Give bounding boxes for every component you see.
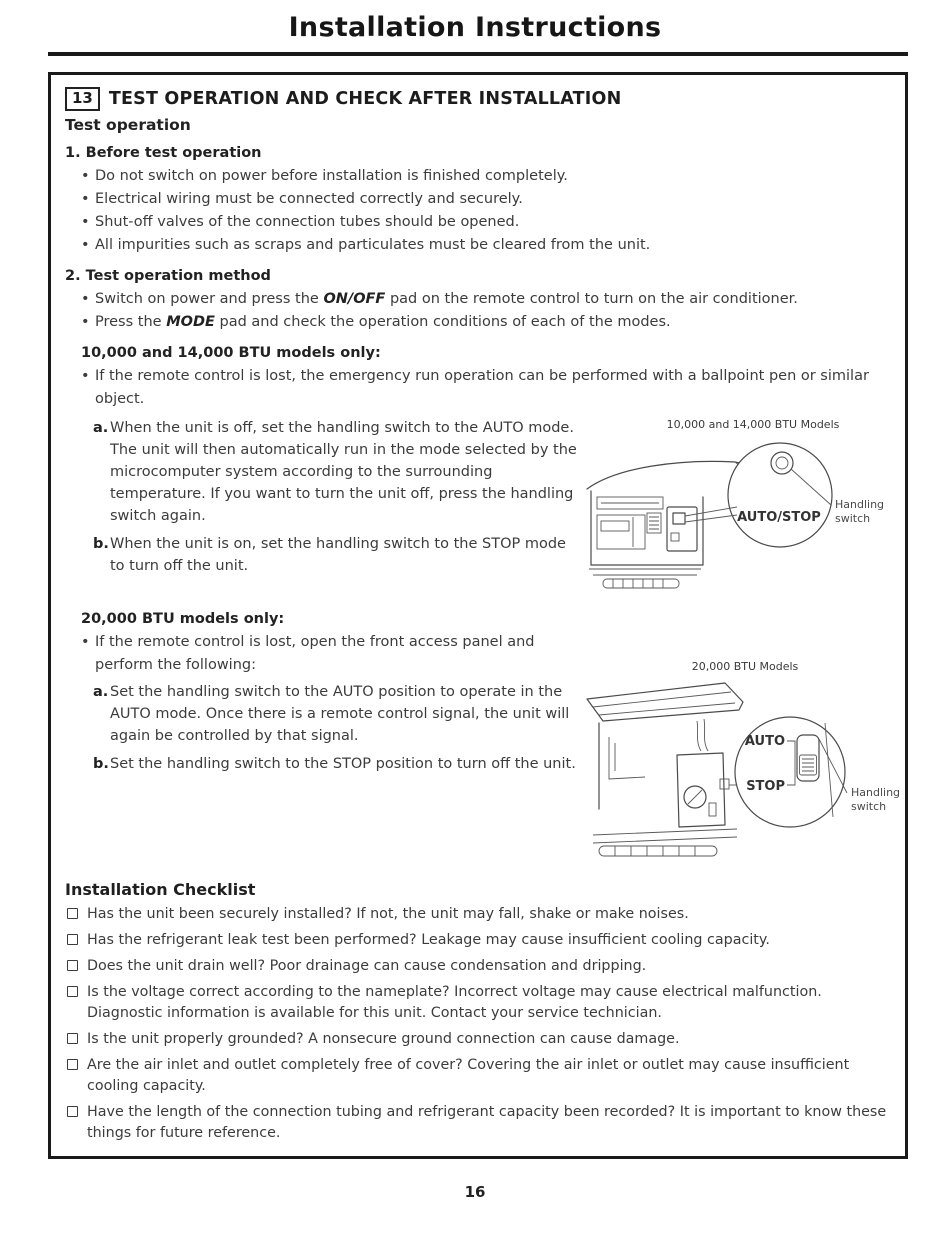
checklist-item: Is the voltage correct according to the nameplate? Incorrect voltage may cause electrical malfunction. Diagnostic information is available for this unit. Contact your service technician. bbox=[65, 982, 889, 1024]
ac-unit-drawing bbox=[587, 683, 743, 856]
list-item: • Press the MODE pad and check the operation conditions of each of the modes. bbox=[81, 311, 889, 334]
list-item: • If the remote control is lost, open the front access panel and perform the following: bbox=[81, 631, 585, 677]
on-off-pad-label: ON/OFF bbox=[323, 291, 386, 307]
handling-switch-label: Handling bbox=[835, 498, 885, 511]
models-10-14-heading: 10,000 and 14,000 BTU models only: bbox=[81, 345, 381, 361]
instruction-box bbox=[48, 72, 908, 1159]
list-item: b. When the unit is on, set the handling switch to the STOP mode to turn off the unit. bbox=[93, 536, 566, 574]
list-item: • Do not switch on power before installation is finished completely. bbox=[81, 165, 889, 188]
svg-text:switch: switch bbox=[851, 800, 887, 813]
section-subtitle: Test operation bbox=[65, 116, 191, 134]
svg-text:switch: switch bbox=[835, 512, 871, 525]
page-number: 16 bbox=[464, 1183, 486, 1201]
checklist-item: Has the refrigerant leak test been performed? Leakage may cause insufficient cooling capacity. bbox=[65, 930, 889, 951]
list-item: • Switch on power and press the ON/OFF pad on the remote control to turn on the air conditioner. bbox=[81, 288, 889, 311]
list-item: a. When the unit is off, set the handling switch to the AUTO mode. The unit will then automatically run in the mode selected by the microcomputer system according to the surrounding temperature. If you want to turn the unit off, press the handling switch again. bbox=[93, 420, 577, 524]
checklist-item: Have the length of the connection tubing and refrigerant capacity been recorded? It is important to know these things for future reference. bbox=[65, 1102, 889, 1144]
diagram-caption: 10,000 and 14,000 BTU Models bbox=[666, 418, 840, 431]
step-number-badge: 13 bbox=[65, 87, 100, 111]
models-20k-heading: 20,000 BTU models only: bbox=[81, 611, 285, 627]
checkbox-icon bbox=[67, 1106, 78, 1117]
test-method-heading: 2. Test operation method bbox=[65, 268, 271, 284]
checkbox-icon bbox=[67, 908, 78, 919]
section-title: TEST OPERATION AND CHECK AFTER INSTALLATION bbox=[108, 89, 622, 109]
mode-pad-label: MODE bbox=[166, 314, 215, 330]
checkbox-icon bbox=[67, 934, 78, 945]
checklist-item: Does the unit drain well? Poor drainage can cause condensation and dripping. bbox=[65, 956, 889, 977]
auto-stop-label: AUTO/STOP bbox=[737, 510, 821, 525]
section-heading bbox=[65, 87, 889, 111]
list-item: a. Set the handling switch to the AUTO position to operate in the AUTO mode. Once there is a remote control signal, the unit will again be controlled by that signal. bbox=[93, 684, 570, 744]
checklist-item: Has the unit been securely installed? If not, the unit may fall, shake or make noises. bbox=[65, 904, 889, 925]
checkbox-icon bbox=[67, 1033, 78, 1044]
diagram-10-14k-models bbox=[585, 415, 895, 597]
stop-label: STOP bbox=[746, 779, 785, 794]
checkbox-icon bbox=[67, 960, 78, 971]
magnifier-circle bbox=[728, 443, 832, 547]
checklist-heading: Installation Checklist bbox=[65, 880, 256, 899]
page-title: Installation Instructions bbox=[288, 12, 662, 43]
diagram-20k-models bbox=[585, 657, 905, 862]
list-item: • Shut-off valves of the connection tubes should be opened. bbox=[81, 211, 889, 234]
before-test-heading: 1. Before test operation bbox=[65, 145, 262, 161]
checklist-item: Is the unit properly grounded? A nonsecure ground connection can cause damage. bbox=[65, 1029, 889, 1050]
title-divider bbox=[48, 52, 908, 56]
leader-lines bbox=[685, 507, 737, 522]
list-item: • If the remote control is lost, the emergency run operation can be performed with a ballpoint pen or similar object. bbox=[81, 365, 871, 411]
list-item: • Electrical wiring must be connected correctly and securely. bbox=[81, 188, 889, 211]
list-item: b. Set the handling switch to the STOP position to turn off the unit. bbox=[93, 756, 576, 772]
checkbox-icon bbox=[67, 986, 78, 997]
ac-unit-drawing bbox=[587, 461, 752, 588]
diagram-caption: 20,000 BTU Models bbox=[691, 660, 799, 673]
list-item: • All impurities such as scraps and particulates must be cleared from the unit. bbox=[81, 234, 889, 257]
auto-label: AUTO bbox=[744, 734, 785, 749]
checkbox-icon bbox=[67, 1059, 78, 1070]
handling-switch-label: Handling bbox=[851, 786, 901, 799]
checklist-item: Are the air inlet and outlet completely free of cover? Covering the air inlet or outlet may cause insufficient cooling capacity. bbox=[65, 1055, 889, 1097]
